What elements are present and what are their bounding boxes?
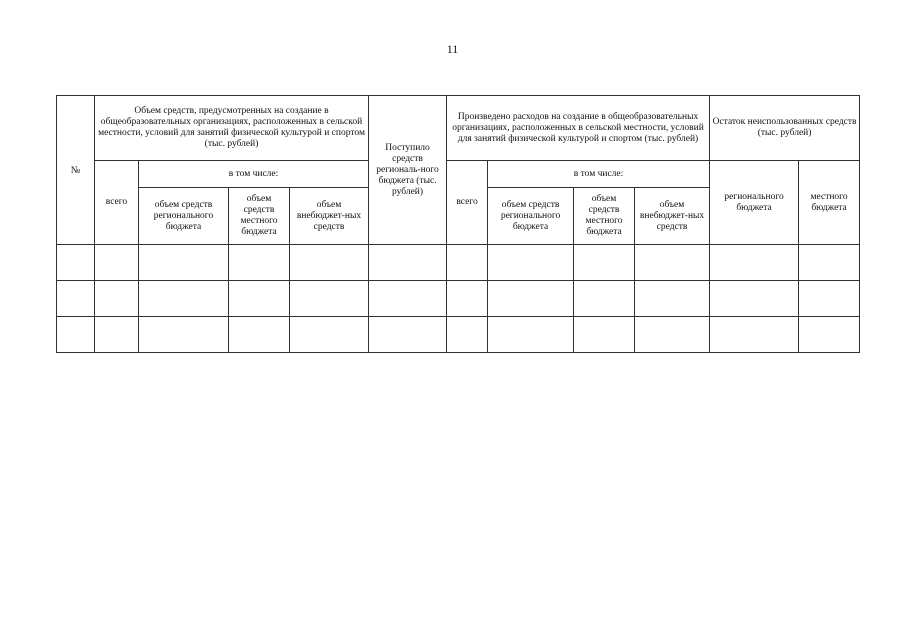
table-cell [710,245,799,281]
table-cell [799,245,860,281]
table-cell [95,281,139,317]
table-cell [488,317,574,353]
table-cell [290,245,369,281]
table-cell [635,281,710,317]
received-funds-header: Поступило средств региональ-ного бюджета (тыс. рублей) [369,96,447,245]
table-cell [710,317,799,353]
table-cell [139,281,229,317]
table-row [57,245,860,281]
table-cell [488,281,574,317]
planned-regional-header: объем средств регионального бюджета [139,188,229,245]
table-cell [369,281,447,317]
table-cell [139,317,229,353]
table-cell [574,245,635,281]
table-cell [574,317,635,353]
table-cell [369,245,447,281]
spent-including-header: в том числе: [488,161,710,188]
table-cell [447,281,488,317]
remainder-header: Остаток неиспользованных средств (тыс. рублей) [710,96,860,161]
table-cell [574,281,635,317]
table-cell [290,317,369,353]
spent-local-header: объем средств местного бюджета [574,188,635,245]
planned-extrabudget-header: объем внебюджет-ных средств [290,188,369,245]
spent-regional-header: объем средств регионального бюджета [488,188,574,245]
spent-funds-header: Произведено расходов на создание в общеобразовательных организациях, расположенных в сельской местности, условий для занятий физической культурой и спортом (тыс. рублей) [447,96,710,161]
remainder-local-header: местного бюджета [799,161,860,245]
table-cell [57,281,95,317]
spent-extrabudget-header: объем внебюджет-ных средств [635,188,710,245]
table-cell [447,317,488,353]
planned-including-header: в том числе: [139,161,369,188]
page-number: 11 [446,42,459,56]
table-cell [57,245,95,281]
table-cell [57,317,95,353]
planned-total-header: всего [95,161,139,245]
table-cell [229,281,290,317]
table-cell [635,245,710,281]
table-cell [710,281,799,317]
table-cell [290,281,369,317]
planned-funds-header: Объем средств, предусмотренных на создание в общеобразовательных организациях, расположенных в сельской местности, условий для занятий физической культурой и спортом (тыс. рублей) [95,96,369,161]
table-cell [635,317,710,353]
report-table [56,95,860,353]
table-cell [139,245,229,281]
spent-total-header: всего [447,161,488,245]
table-row [57,317,860,353]
table-cell [95,317,139,353]
table-cell [799,281,860,317]
table-cell [229,245,290,281]
table-cell [799,317,860,353]
table-cell [95,245,139,281]
table-cell [447,245,488,281]
number-column-header: № [57,96,95,245]
table-cell [229,317,290,353]
remainder-regional-header: регионального бюджета [710,161,799,245]
table-row [57,281,860,317]
table-cell [488,245,574,281]
planned-local-header: объем средств местного бюджета [229,188,290,245]
table-cell [369,317,447,353]
